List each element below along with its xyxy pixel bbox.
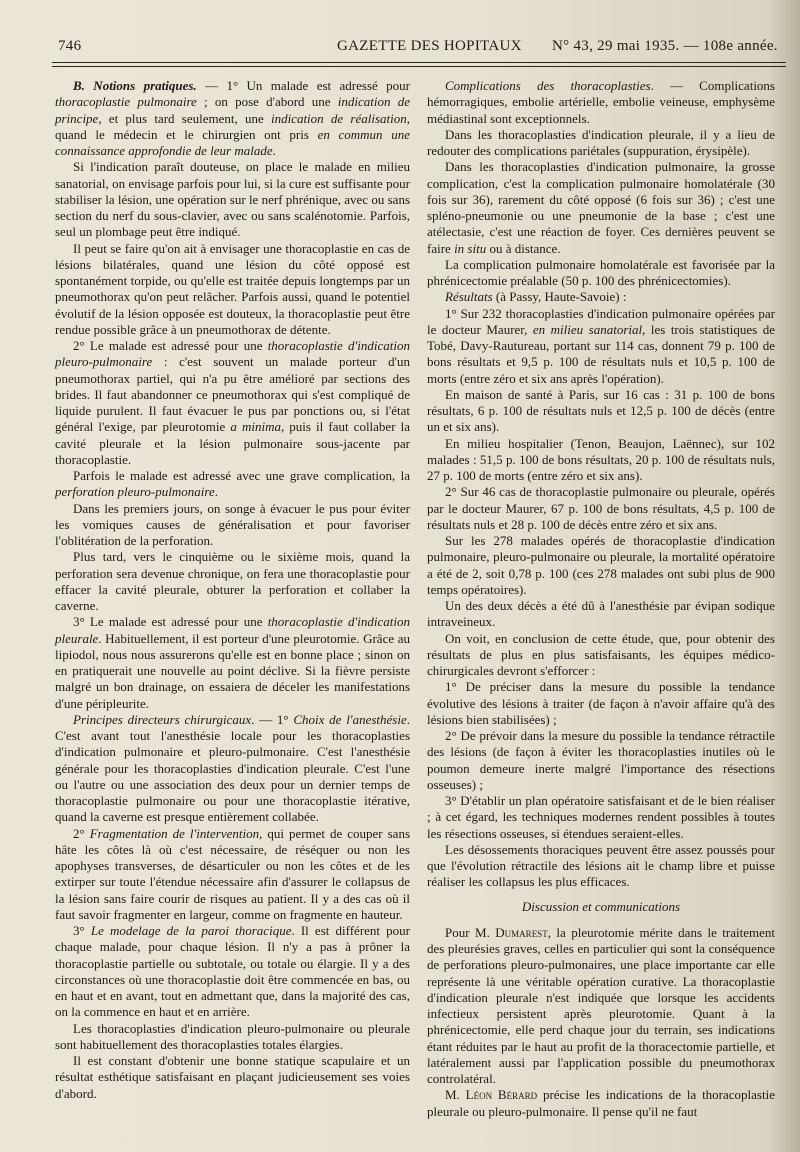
paragraph: 3° D'établir un plan opératoire satisfaisant et de le bien réaliser ; à cet égard, les techniques modernes rendent possibles à toutes les résections osseuses, si étendues seraient-elles. [427, 793, 775, 841]
section-heading: Discussion et communications [521, 898, 681, 914]
paragraph: Sur les 278 malades opérés de thoracoplastie d'indication pulmonaire, pleuro-pulmonaire ou pleurale, la mortalité opératoire a été de 2, soit 0,78 p. 100 (ces 278 malades ont subi plus de 900 temps opératoires). [427, 533, 775, 597]
paragraph: En maison de santé à Paris, sur 16 cas : 31 p. 100 de bons résultats, 6 p. 100 de résultats nuls et 12,5 p. 100 de décès (entre un et six ans). [427, 386, 775, 435]
issue-info: N° 43, 29 mai 1935. — 108e année. [552, 38, 778, 54]
paragraph: Dans les thoracoplasties d'indication pleurale, il y a lieu de redouter des complications pariétales (suppuration, érysipèle). [427, 126, 775, 158]
header-rule-bottom [52, 66, 786, 67]
paragraph: En milieu hospitalier (Tenon, Beaujon, Laënnec), sur 102 malades : 51,5 p. 100 de bons résultats, 20 p. 100 de résultats nuls, 27 p. 100 de morts (entre zéro et six ans). [427, 435, 775, 483]
journal-title: GAZETTE DES HOPITAUX [337, 38, 522, 54]
paragraph: 2° Sur 46 cas de thoracoplastie pulmonaire ou pleurale, opérés par le docteur Maurer, 67 p. 100 de bons résultats, 4,5 p. 100 de résultats nuls et 28 p. 100 de décès entre zéro et six ans. [427, 484, 775, 532]
paragraph: Les thoracoplasties d'indication pleuro-pulmonaire ou pleurale sont habituellement des thoracoplasties totales élargies. [55, 1020, 410, 1052]
paragraph: Dans les thoracoplasties d'indication pulmonaire, la grosse complication, c'est la complication pulmonaire homolatérale (30 fois sur 36), rarement du côté opposé (6 fois sur 36) ; c'est une spléno-pneumonie ou une pneumonie de la base ; c'est une atélectasie, c'est une réaction de foyer. Ces dernières peuvent se faire in situ ou à distance. [427, 159, 775, 256]
paragraph: Il est constant d'obtenir une bonne statique scapulaire et un résultat esthétique satisfaisant en plaçant judicieusement ses voies d'abord. [55, 1053, 410, 1101]
paragraph: Plus tard, vers le cinquième ou le sixième mois, quand la perforation sera devenue chronique, on fera une thoracoplastie pour effacer la cavité pleurale, obturer la perforation et collaber la caverne. [55, 549, 410, 613]
running-header [52, 36, 780, 60]
paragraph: Dans les premiers jours, on songe à évacuer le pus pour éviter les vomiques causes de généralisation et pour favoriser l'oblitération de la perforation. [55, 500, 410, 548]
paragraph: 3° Le malade est adressé pour une thoracoplastie d'indication pleurale. Habituellement, il est porteur d'une pleurotomie. Grâce au lipiodol, nous nous assurerons qu'elle est en bonne place ; sinon on en pratiquerait une nouvelle au point déclive. Si la fièvre persiste malgré un bon drainage, on essaiera de déceler les manifestations d'une péripleurite. [55, 614, 410, 711]
paragraph: 2° De prévoir dans la mesure du possible la tendance rétractile des lésions (de façon à éviter les thoracoplasties inutiles où le poumon demeure inerte malgré l'importance des résections osseuses) ; [427, 728, 775, 792]
paragraph: Un des deux décès a été dû à l'anesthésie par évipan sodique intraveineux. [427, 598, 775, 630]
paragraph: B. Notions pratiques. — 1° Un malade est adressé pour thoracoplastie pulmonaire ; on pose d'abord une indication de principe, et plus tard seulement, une indication de réalisation, quand le médecin et le chirurgien ont pris en commun une connaissance approfondie de leur malade. [55, 78, 410, 158]
paragraph: La complication pulmonaire homolatérale est favorisée par la phrénicectomie préalable (50 p. 100 des phrénicectomies). [427, 256, 775, 288]
paragraph: 1° De préciser dans la mesure du possible la tendance évolutive des lésions à traiter (de façon à n'avoir affaire qu'à des lésions bien stabilisées) ; [427, 679, 775, 727]
page-number: 746 [58, 38, 82, 54]
right-column [427, 78, 775, 1120]
paragraph: Pour M. Dumarest, la pleurotomie mérite dans le traitement des pleurésies graves, celles en particulier qui sont la conséquence de perforations pleuro-pulmonaires, une place importante car elle représente là une véritable opération curative. La thoracoplastie d'indication pleurale n'est indiquée que lorsque les accidents infectieux persistent après pleurotomie. Quant à la phrénicectomie, elle perd chaque jour du terrain, ses indications étant réduites par le haut au profit de la thoracectomie partielle, et latéralement aussi par l'application possible du pneumothorax controlatéral. [427, 924, 776, 1086]
header-rule-top [52, 62, 786, 63]
paragraph: On voit, en conclusion de cette étude, que, pour obtenir des résultats de plus en plus satisfaisants, les équipes médico-chirurgicales devront s'efforcer : [427, 630, 775, 678]
paragraph: 3° Le modelage de la paroi thoracique. Il est différent pour chaque malade, pour chaque lésion. Il n'y a pas à prôner la thoracoplastie partielle ou subtotale, ou totale ou élargie. Il y a des circonstances où une thoracoplastie doit être commencée en bas, ou en haut et en avant, tout en admettant que, dans la majorité des cas, on la commence en haut et en arrière. [55, 923, 410, 1020]
paragraph: Il peut se faire qu'on ait à envisager une thoracoplastie en cas de lésions bilatérales, quand une lésion du côté opposé est spontanément torpide, ou qu'elle est traitée depuis longtemps par un pneumothorax qu'on peut relâcher. Parfois aussi, quand le potentiel évolutif de la lésion opposée est douteux, la thoracoplastie peut être rendue possible grâce à un pneumothorax de détente. [55, 240, 410, 337]
paragraph: Les désossements thoraciques peuvent être assez poussés pour que l'évolution rétractile des lésions ait le champ libre et puisse réaliser les collapsus les plus efficaces. [427, 841, 775, 890]
paragraph: Parfois le malade est adressé avec une grave complication, la perforation pleuro-pulmonaire. [55, 468, 410, 500]
paragraph: M. Léon Bérard précise les indications de la thoracoplastie pleurale ou pleuro-pulmonaire. Il pense qu'il ne faut [427, 1087, 775, 1119]
paragraph: Résultats (à Passy, Haute-Savoie) : [445, 289, 627, 305]
left-column [55, 78, 410, 1102]
paragraph: 2° Le malade est adressé pour une thoracoplastie d'indication pleuro-pulmonaire : c'est souvent un malade porteur d'un pneumothorax partiel, qui n'a pu être amélioré par sections des brides. Il faut abandonner ce pneumothorax qui s'est compliqué de liquide purulent. Il faut évacuer le pus par ponctions ou, si l'état général l'exige, par pleurotomie a minima, puis il faut collaber la cavité pleurale et la lésion pulmonaire sous-jacente par thoracoplastie. [55, 338, 410, 467]
paragraph: 1° Sur 232 thoracoplasties d'indication pulmonaire opérées par le docteur Maurer, en milieu sanatorial, les trois statistiques de Tobé, Davy-Rautureau, portant sur 114 cas, donnent 79 p. 100 de bons résultats et 9,5 p. 100 de résultats nuls et 10,5 p. 100 de morts (entre zéro et six ans après l'opération). [427, 305, 775, 386]
paragraph: Si l'indication paraît douteuse, on place le malade en milieu sanatorial, on envisage parfois pour lui, si la cure est suffisante pour stabiliser la lésion, une opération sur le nerf phrénique, avec ou sans section du nerf du sous-clavier, avec ou sans scalénotomie. Parfois, seul un plombage peut être indiqué. [55, 159, 410, 240]
paragraph: Principes directeurs chirurgicaux. — 1° Choix de l'anesthésie. C'est avant tout l'anesthésie locale pour les thoracoplasties d'indication pulmonaire et pleuro-pulmonaire. C'est l'anesthésie générale pour les thoracoplasties d'indication pleurale. C'est l'une ou l'autre ou une association des deux pour un dernier temps de thoracoplastie pulmonaire ou pour une thoracoplastie itérative, quand la caverne est presque entièrement collabée. [55, 711, 410, 825]
paragraph: 2° Fragmentation de l'intervention, qui permet de couper sans hâte les côtes là où c'est nécessaire, de réséquer ou non les apophyses transverses, de désarticuler ou non les côtes et de les extirper sur toute l'étendue nécessaire afin d'assurer le collapsus de la lésion sans faire courir de risques au patient. Il y a des cas où il faut savoir fragmenter en largeur, comme on fragmente en hauteur. [55, 825, 410, 922]
paragraph: Complications des thoracoplasties. — Complications hémorragiques, embolie artérielle, embolie veineuse, emphysème médiastinal sont exceptionnels. [427, 78, 775, 126]
